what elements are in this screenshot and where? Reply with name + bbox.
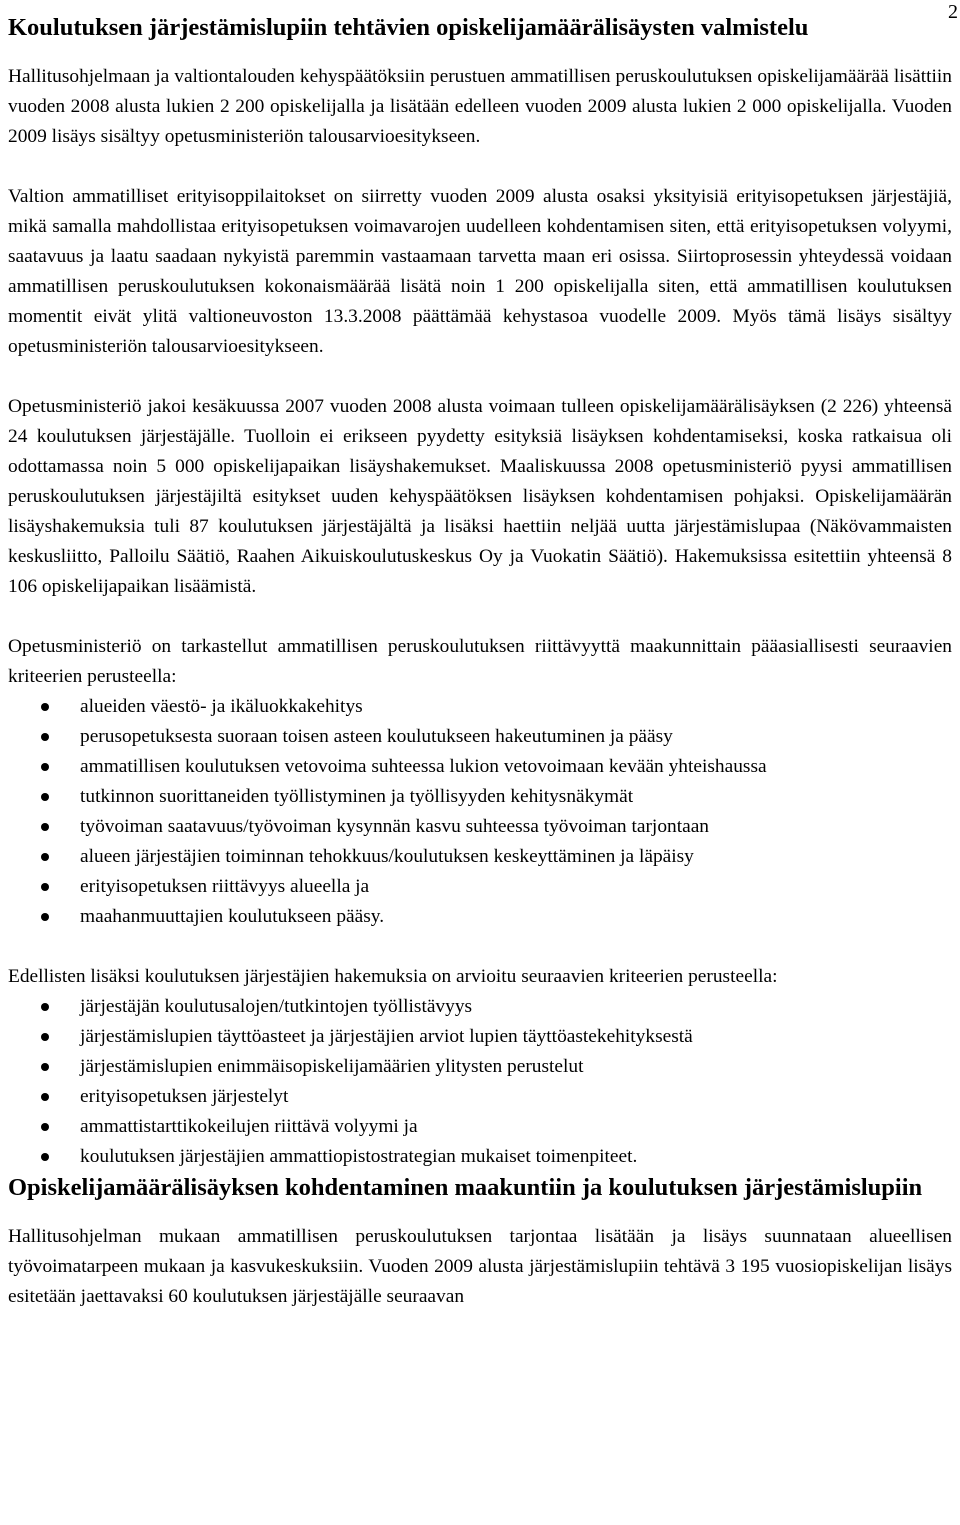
bullet-icon: [41, 823, 49, 831]
list-item-text: koulutuksen järjestäjien ammattiopistostrategian mukaiset toimenpiteet.: [80, 1146, 638, 1167]
paragraph-2: Valtion ammatilliset erityisoppilaitokset on siirretty vuoden 2009 alusta osaksi yksityisiä erityisopetuksen järjestäjiä, mikä samalla mahdollistaa erityisopetuksen voimavarojen uudelleen kohdentamisen siten, että erityisopetuksen volyymi, saatavuus ja laatu saadaan nykyistä paremmin vastaamaan tarvetta maan eri osissa. Siirtoprosessin yhteydessä voidaan ammatillisen peruskoulutuksen kokonaismäärää lisätä noin 1 200 opiskelijalla siten, että ammatillisen koulutuksen momentit eivät ylitä valtioneuvoston 13.3.2008 päättämää kehystasoa vuodelle 2009. Myös tämä lisäys sisältyy opetusministeriön talousarvioesitykseen.: [8, 186, 952, 357]
bullet-icon: [41, 1123, 49, 1131]
list-item-text: työvoiman saatavuus/työvoiman kysynnän kasvu suhteessa työvoiman tarjontaan: [80, 816, 710, 837]
list-item: [8, 752, 952, 782]
paragraph-5: Edellisten lisäksi koulutuksen järjestäjien hakemuksia on arvioitu seuraavien kriteerien perusteella:: [8, 966, 778, 987]
list-item-text: perusopetuksesta suoraan toisen asteen koulutukseen hakeutuminen ja pääsy: [80, 726, 673, 747]
bullet-icon: [41, 853, 49, 861]
list-item-text: erityisopetuksen järjestelyt: [80, 1086, 289, 1107]
bullet-icon: [41, 1003, 49, 1011]
list-item-text: erityisopetuksen riittävyys alueella ja: [80, 876, 370, 897]
bullet-icon: [41, 793, 49, 801]
list-item: [8, 1022, 952, 1052]
list-item: [8, 872, 952, 902]
list-item: [8, 812, 952, 842]
list-item: [8, 842, 952, 872]
list-item-text: ammattistarttikokeilujen riittävä volyymi ja: [80, 1116, 418, 1137]
bullet-icon: [41, 1153, 49, 1161]
page-number: 2: [948, 1, 958, 23]
list-item: [8, 1082, 952, 1112]
bullet-icon: [41, 913, 49, 921]
list-item-text: järjestämislupien täyttöasteet ja järjestäjien arviot lupien täyttöastekehityksestä: [80, 1026, 693, 1047]
bullet-icon: [41, 763, 49, 771]
list-item: [8, 722, 952, 752]
list-item-text: ammatillisen koulutuksen vetovoima suhteessa lukion vetovoimaan kevään yhteishaussa: [80, 756, 767, 777]
list-item-text: järjestäjän koulutusalojen/tutkintojen työllistävyys: [80, 996, 473, 1017]
criteria-list-2: [8, 992, 952, 1172]
bullet-icon: [41, 883, 49, 891]
list-item-text: tutkinnon suorittaneiden työllistyminen ja työllisyyden kehitysnäkymät: [80, 786, 634, 807]
paragraph-3: Opetusministeriö jakoi kesäkuussa 2007 vuoden 2008 alusta voimaan tulleen opiskelijamäärälisäyksen (2 226) yhteensä 24 koulutuksen järjestäjälle. Tuolloin ei erikseen pyydetty esityksiä lisäyksen kohdentamiseksi, koska ratkaisua oli odottamassa noin 5 000 opiskelijapaikan lisäyshakemukset. Maaliskuussa 2008 opetusministeriö pyysi ammatillisen peruskoulutuksen järjestäjiltä esitykset uuden kehyspäätöksen lisäyksen kohdentamisen pohjaksi. Opiskelijamäärän lisäyshakemuksia tuli 87 koulutuksen järjestäjältä ja lisäksi haettiin neljää uutta järjestämislupaa (Näkövammaisten keskusliitto, Palloilu Säätiö, Raahen Aikuiskoulutuskeskus Oy ja Vuokatin Säätiö). Hakemuksissa esitettiin yhteensä 8 106 opiskelijapaikan lisäämistä.: [8, 396, 952, 597]
paragraph-1: Hallitusohjelmaan ja valtiontalouden kehyspäätöksiin perustuen ammatillisen peruskoulutuksen opiskelijamäärää lisättiin vuoden 2008 alusta lukien 2 200 opiskelijalla ja lisätään edelleen vuoden 2009 alusta lukien 2 000 opiskelijalla. Vuoden 2009 lisäys sisältyy opetusministeriön talousarvioesitykseen.: [8, 66, 952, 147]
document-body: [8, 12, 952, 1312]
list-item: [8, 1142, 952, 1172]
list-item-text: maahanmuuttajien koulutukseen pääsy.: [80, 906, 385, 927]
bullet-icon: [41, 1093, 49, 1101]
list-item: [8, 902, 952, 932]
bullet-icon: [41, 1033, 49, 1041]
list-item: [8, 692, 952, 722]
section-2-title: Opiskelijamäärälisäyksen kohdentaminen maakuntiin ja koulutuksen järjestämislupiin: [8, 1174, 923, 1201]
paragraph-4: Opetusministeriö on tarkastellut ammatillisen peruskoulutuksen riittävyyttä maakunnittain pääasiallisesti seuraavien kriteerien perusteella:: [8, 636, 952, 687]
paragraph-6: Hallitusohjelman mukaan ammatillisen peruskoulutuksen tarjontaa lisätään ja lisäys suunnataan alueellisen työvoimatarpeen mukaan ja kasvukeskuksiin. Vuoden 2009 alusta järjestämislupiin tehtävä 3 195 vuosiopiskelijan lisäys esitetään jaettavaksi 60 koulutuksen järjestäjälle seuraavan: [8, 1226, 952, 1307]
section-1-title: Koulutuksen järjestämislupiin tehtävien opiskelijamäärälisäysten valmistelu: [8, 14, 809, 41]
list-item: [8, 782, 952, 812]
criteria-list: [8, 692, 952, 932]
list-item-text: järjestämislupien enimmäisopiskelijamäärien ylitysten perustelut: [80, 1056, 584, 1077]
bullet-icon: [41, 1063, 49, 1071]
list-item: [8, 1052, 952, 1082]
list-item-text: alueen järjestäjien toiminnan tehokkuus/koulutuksen keskeyttäminen ja läpäisy: [80, 846, 694, 867]
list-item: [8, 992, 952, 1022]
bullet-icon: [41, 703, 49, 711]
list-item-text: alueiden väestö- ja ikäluokkakehitys: [80, 696, 363, 717]
list-item: [8, 1112, 952, 1142]
bullet-icon: [41, 733, 49, 741]
